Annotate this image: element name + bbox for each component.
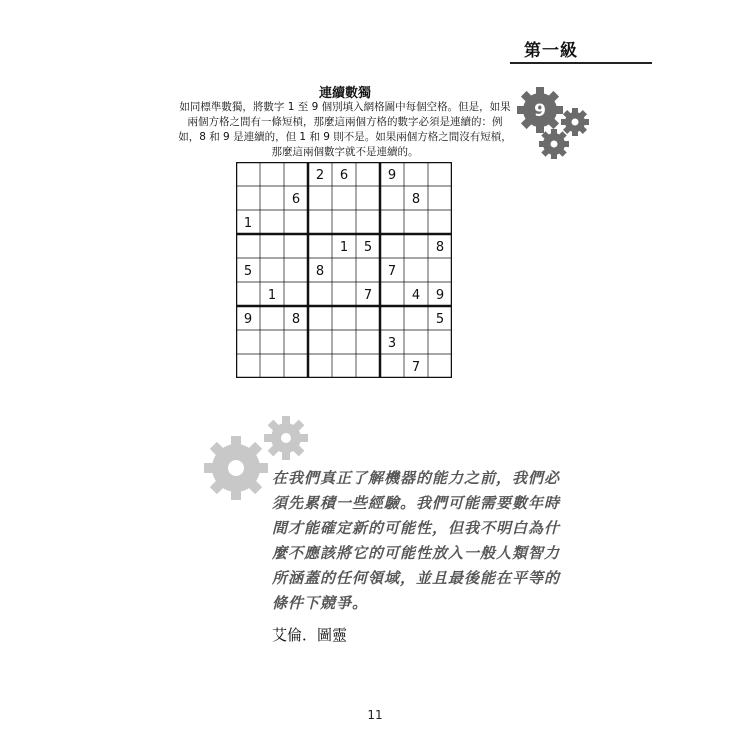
quote-line: 所涵蓋的任何領域，並且最後能在平等的 (272, 569, 561, 587)
sudoku-cell-digit: 7 (411, 360, 421, 375)
sudoku-cell-digit: 5 (243, 264, 253, 279)
sudoku-cell-digit: 8 (291, 312, 301, 327)
sudoku-cell-digit: 9 (435, 288, 445, 303)
level-title-rule (510, 62, 652, 64)
sudoku-cell-digit: 1 (243, 216, 253, 231)
sudoku-cell-digit: 8 (435, 240, 445, 255)
quote-line: 麼不應該將它的可能性放入一般人類智力 (272, 544, 561, 562)
sudoku-cell-digit: 9 (387, 168, 397, 183)
sudoku-cell-digit: 7 (387, 264, 397, 279)
sudoku-cell-digit: 5 (435, 312, 445, 327)
puzzle-instructions (170, 100, 520, 160)
sudoku-cell-digit: 8 (315, 264, 325, 279)
sudoku-cell-digit: 5 (363, 240, 373, 255)
sudoku-cell-digit: 7 (363, 288, 373, 303)
gears-top-icon (514, 84, 594, 164)
sudoku-grid (236, 162, 452, 378)
puzzle-title: 連續數獨 (318, 86, 371, 101)
sudoku-cell-digit: 9 (243, 312, 253, 327)
sudoku-cell-digit: 2 (315, 168, 325, 183)
instruction-line: 如，8 和 9 是連續的，但 1 和 9 則不是。如果兩個方格之間沒有短槓， (178, 131, 512, 143)
sudoku-cell-digit: 6 (339, 168, 349, 183)
quote-line: 在我們真正了解機器的能力之前，我們必 (272, 469, 561, 487)
sudoku-cell-digit: 1 (339, 240, 349, 255)
level-title: 第一級 (524, 41, 578, 61)
quote-author: 艾倫．圖靈 (272, 626, 348, 644)
quote-line: 間才能確定新的可能性，但我不明白為什 (272, 519, 561, 537)
instruction-line: 如同標準數獨，將數字 1 至 9 個別填入網格圖中每個空格。但是，如果 (179, 101, 511, 113)
sudoku-cell-digit: 8 (411, 192, 421, 207)
sudoku-cell-digit: 1 (267, 288, 277, 303)
instruction-line: 兩個方格之間有一條短槓，那麼這兩個方格的數字必須是連續的：例 (187, 116, 503, 128)
gear-digit: 9 (534, 101, 546, 121)
quote-line: 須先累積一些經驗。我們可能需要數年時 (272, 494, 561, 512)
quote-line: 條件下競爭。 (272, 594, 369, 612)
sudoku-cell-digit: 4 (411, 288, 421, 303)
sudoku-cell-digit: 6 (291, 192, 301, 207)
quote-text (272, 466, 572, 616)
page-number: 11 (367, 708, 383, 722)
instruction-line: 那麼這兩個數字就不是連續的。 (271, 146, 419, 158)
sudoku-cell-digit: 3 (387, 336, 397, 351)
